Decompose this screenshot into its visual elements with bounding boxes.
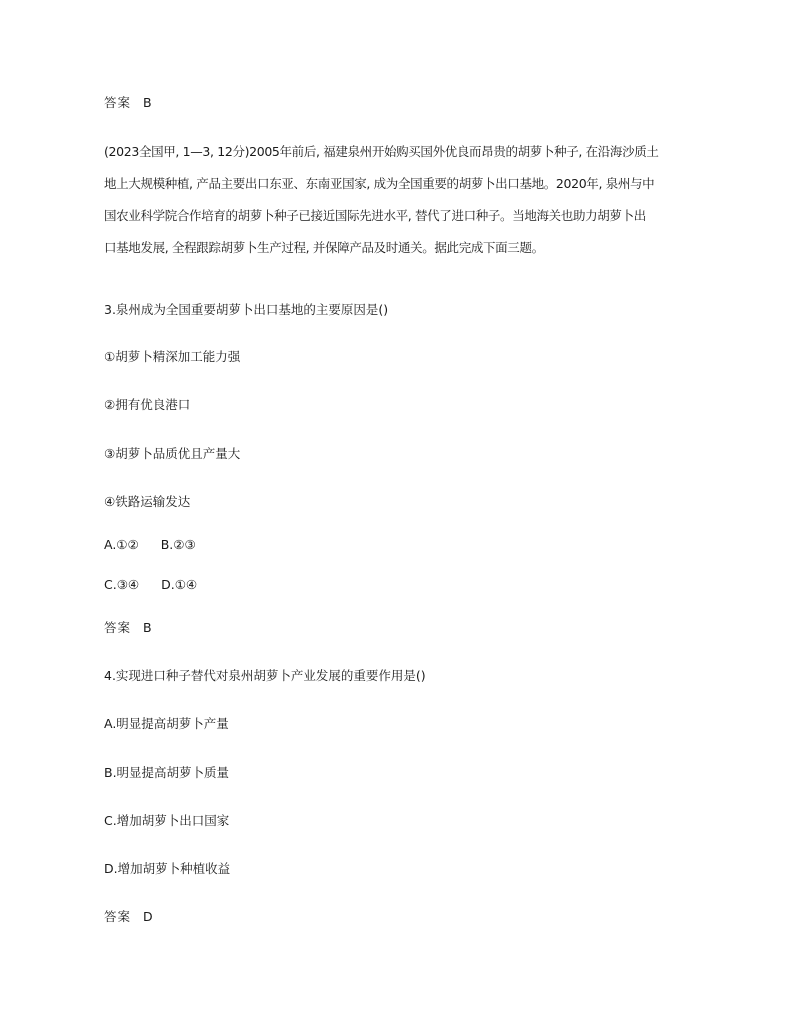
answer-value: D [143,909,153,924]
q3-option-c: C.③④ [104,577,140,592]
q3-option-d: D.①④ [161,577,198,592]
answer-1 [104,95,152,111]
passage-line: 口基地发展, 全程跟踪胡萝卜生产过程, 并保障产品及时通关。据此完成下面三题。 [104,240,544,255]
passage-line: 国农业科学院合作培育的胡萝卜种子已接近国际先进水平, 替代了进口种子。当地海关也助力胡萝卜出 [104,208,646,223]
q4-option-c: C.增加胡萝卜出口国家 [104,813,230,828]
answer-label: 答案 [104,95,132,110]
q3-statement-4: ④铁路运输发达 [104,494,191,509]
answer-label: 答案 [104,620,132,635]
q3-option-b: B.②③ [160,537,196,552]
q4-option-d: D.增加胡萝卜种植收益 [104,861,231,876]
answer-2 [104,620,152,636]
answer-3 [104,909,153,925]
answer-value: B [143,620,152,635]
q3-options-row-2 [104,577,197,593]
q3-statement-3: ③胡萝卜品质优且产量大 [104,446,241,461]
q3-options-row-1 [104,537,196,553]
q3-statement-1: ①胡萝卜精深加工能力强 [104,349,241,364]
q4-option-a: A.明显提高胡萝卜产量 [104,716,229,731]
q3-option-a: A.①② [104,537,139,552]
passage [104,136,690,264]
answer-value: B [143,95,152,110]
question-4-stem: 4.实现进口种子替代对泉州胡萝卜产业发展的重要作用是() [104,668,426,683]
answer-label: 答案 [104,909,132,924]
passage-line: (2023全国甲, 1—3, 12分)2005年前后, 福建泉州开始购买国外优良而昂贵的胡萝卜种子, 在沿海沙质土 [104,144,659,159]
question-3-stem: 3.泉州成为全国重要胡萝卜出口基地的主要原因是() [104,302,389,317]
q3-statement-2: ②拥有优良港口 [104,397,191,412]
q4-option-b: B.明显提高胡萝卜质量 [104,765,230,780]
passage-line: 地上大规模种植, 产品主要出口东亚、东南亚国家, 成为全国重要的胡萝卜出口基地。2020年, 泉州与中 [104,176,655,191]
